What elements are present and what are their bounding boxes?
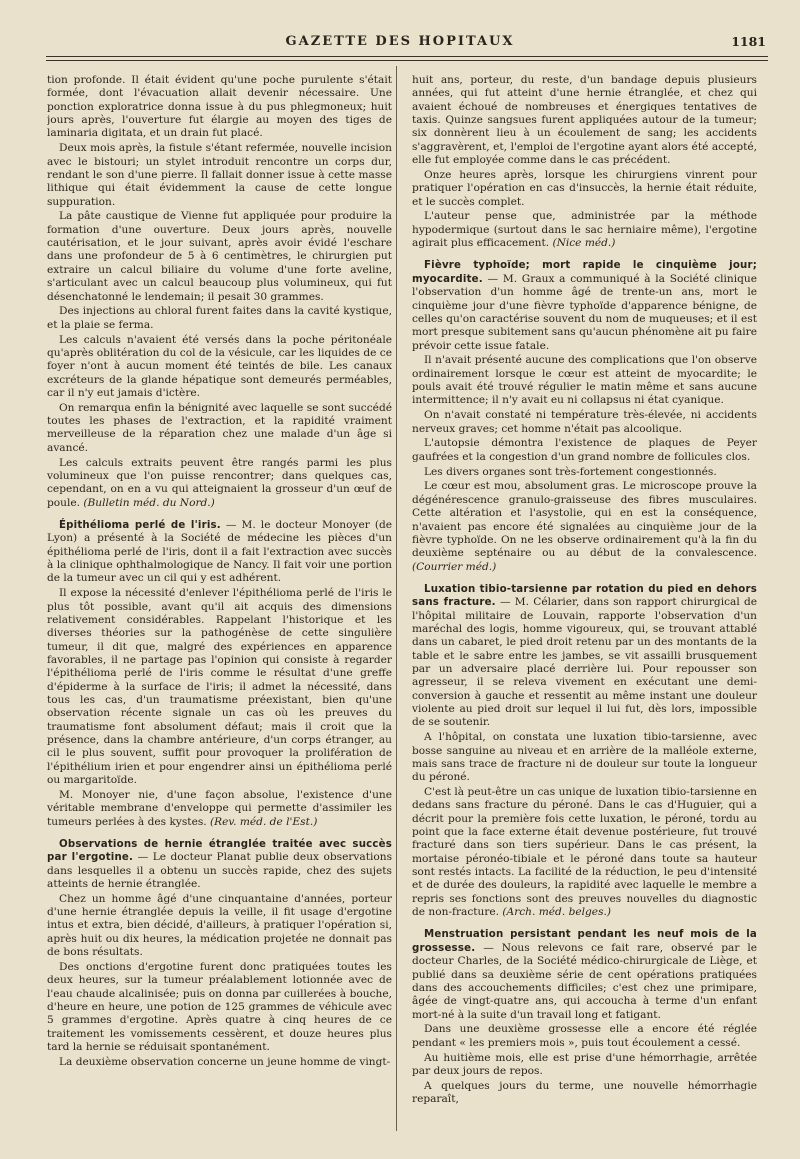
paragraph-text: Les calculs extraits peuvent être rangés parmi les plus volumineux que l'on puisse rencontrer; dans quelques cas, cependant, on en a vu qui atteignaient la grosseur d'un œuf de poule. — [47, 456, 392, 509]
paragraph-text: — M. le docteur Monoyer (de Lyon) a présenté à la Société de médecine les pièces d'un épithélioma perlé de l'iris, dont il a fait l'extraction avec succès à la clinique ophthalmologique de Nancy. Il fait voir une portion de la tumeur avec un cil qui y est adhérent. — [47, 519, 392, 585]
paragraph — [412, 786, 757, 919]
journal-title: GAZETTE DES HOPITAUX — [285, 34, 515, 49]
source-citation: (Courrier méd.) — [412, 560, 497, 573]
paragraph-text: — M. Célarier, dans son rapport chirurgical de l'hôpital militaire de Louvain, rapporte l'observation d'un maréchal des logis, homme vigoureux, qui, se trouvant attablé dans un cabaret, le pied droit retenu par un des montants de la table et le sabre entre les jambes, se vit assailli brusquement par un adversaire placé derrière lui. Pour repousser son agresseur, il se releva vivement en exécutant une demi-conversion à gauche et ressentit au même instant une douleur violente au pied droit sur lequel il lui fut, dès lors, impossible de se soutenir. — [412, 596, 757, 729]
source-citation: (Nice méd.) — [552, 237, 616, 250]
left-column — [47, 74, 392, 1149]
paragraph: On n'avait constaté ni température très-élevée, ni accidents nerveux graves; cet homme n'était pas alcoolique. — [412, 409, 757, 435]
source-citation: (Arch. méd. belges.) — [502, 906, 612, 919]
paragraph-text: Le cœur est mou, absolument gras. Le microscope prouve la dégénérescence granulo-graisseuse des fibres musculaires. Cette altération et l'asystolie, qui en est la conséquence, n'avaient pas encore été signalées au cinquième jour de la fièvre typhoïde. On ne les observe ordinairement qu'à la fin du deuxième septénaire ou au début de la convalescence. — [412, 480, 757, 560]
article-luxation — [412, 583, 757, 730]
paragraph-text: — Le docteur Planat publie deux observations dans lesquelles il a obtenu un succès rapide, chez des sujets atteints de hernie étranglée. — [47, 851, 392, 890]
article-menstruation — [412, 928, 757, 1021]
paragraph: Il n'avait présenté aucune des complications que l'on observe ordinairement lorsque le cœur est atteint de myocardite; le pouls avait été trouvé régulier le matin même et sans aucune intermittence; il n'y avait eu ni collapsus ni état cyanique. — [412, 354, 757, 407]
paragraph: Onze heures après, lorsque les chirurgiens vinrent pour pratiquer l'opération en cas d'insuccès, la hernie était réduite, et le succès complet. — [412, 168, 757, 208]
paragraph-text: C'est là peut-être un cas unique de luxation tibio-tarsienne en dedans sans fracture du péroné. Dans le cas d'Huguier, qui a décrit pour la première fois cette luxation, le péroné, tordu au point que la face externe était devenue postérieure, fut trouvé fracturé dans son tiers supérieur. Dans le cas présent, la mortaise péronéo-tibiale et le péroné dans toute sa hauteur sont restés intacts. La facilité de la réduction, le peu d'intensité et de durée des douleurs, la rapidité avec laquelle le membre a repris ses fonctions sont des preuves nouvelles du diagnostic de non-fracture. — [412, 786, 757, 919]
paragraph: L'autopsie démontra l'existence de plaques de Peyer gaufrées et la congestion d'un grand nombre de follicules clos. — [412, 437, 757, 463]
paragraph: Les calculs n'avaient été versés dans la poche péritonéale qu'après oblitération du col de la vésicule, car les liquides de ce foyer n'ont à aucun moment été teintés de bile. Les canaux excréteurs de la glande hépatique sont demeurés perméables, car il n'y eut jamais d'ictère. — [47, 333, 392, 399]
paragraph-text: — Nous relevons ce fait rare, observé par le docteur Charles, de la Société médico-chirurgicale de Liège, et publié dans sa deuxième série de cent opérations pratiquées dans des accouchements difficiles; c'est chez une primipare, âgée de vingt-quatre ans, qui accoucha à terme d'un enfant mort-né à la suite d'un travail long et fatigant. — [412, 941, 757, 1021]
paragraph: huit ans, porteur, du reste, d'un bandage depuis plusieurs années, qui fut atteint d'une hernie étranglée, et chez qui avaient échoué de nombreuses et énergiques tentatives de taxis. Quinze sangsues furent appliquées autour de la tumeur; six donnèrent lieu à un écoulement de sang; les accidents s'aggravèrent, et, l'emploi de l'ergotine ayant alors été accepté, elle fut employée comme dans le cas précédent. — [412, 74, 757, 167]
paragraph — [47, 457, 392, 510]
article-hernie — [47, 838, 392, 891]
paragraph: Chez un homme âgé d'une cinquantaine d'années, porteur d'une hernie étranglée depuis la veille, il fit usage d'ergotine intus et extra, bien décidé, d'ailleurs, à pratiquer l'opération si, après huit ou dix heures, la médication projetée ne donnait pas de bons résultats. — [47, 892, 392, 959]
paragraph: A l'hôpital, on constata une luxation tibio-tarsienne, avec bosse sanguine au niveau et en arrière de la malléole externe, mais sans trace de fracture ni de douleur sur toute la longueur du péroné. — [412, 731, 757, 784]
article-iris — [47, 519, 392, 586]
article-title: Épithélioma perlé de l'iris. — [59, 520, 221, 531]
paragraph — [412, 210, 757, 250]
paragraph: Les divers organes sont très-fortement congestionnés. — [424, 465, 717, 478]
paragraph — [47, 789, 392, 829]
article-title: Luxation tibio-tarsienne par rotation du pied en dehors sans fracture. — [412, 583, 757, 609]
paragraph-text: — M. Graux a communiqué à la Société clinique l'observation d'un homme âgé de trente-un ans, mort le cinquième jour d'une fièvre typhoïde d'apparence bénigne, de celles qu'on caractérise souvent du nom de muqueuses; et il est mort presque subitement sans qu'aucun phénomène ait pu faire prévoir cette issue fatale. — [412, 272, 757, 352]
paragraph-text: M. Monoyer nie, d'une façon absolue, l'existence d'une véritable membrane d'enveloppe qui permette d'assimiler les tumeurs perlées à des kystes. — [47, 788, 392, 828]
column-divider — [396, 66, 397, 1131]
paragraph: tion profonde. Il était évident qu'une poche purulente s'était formée, dont l'évacuation allait devenir nécessaire. Une ponction exploratrice donna issue à du pus phlegmoneux; huit jours après, l'ouverture fut élargie au moyen des tiges de laminaria digitata, et un drain fut placé. — [47, 74, 392, 140]
paragraph: Dans une deuxième grossesse elle a encore été réglée pendant « les premiers mois », puis tout écoulement a cessé. — [412, 1023, 757, 1049]
page-number: 1181 — [731, 34, 766, 49]
header-rule-thin — [46, 60, 768, 61]
page-header — [0, 34, 800, 56]
header-rule — [46, 56, 768, 57]
source-citation: (Bulletin méd. du Nord.) — [83, 496, 215, 509]
paragraph: A quelques jours du terme, une nouvelle hémorrhagie reparaît, — [412, 1079, 757, 1106]
source-citation: (Rev. méd. de l'Est.) — [210, 815, 318, 828]
article-fievre — [412, 259, 757, 352]
paragraph: Des onctions d'ergotine furent donc pratiquées toutes les deux heures, sur la tumeur préalablement lotionnée avec de l'eau chaude alcalinisée; puis on donna par cuillerées à bouche, d'heure en heure, une potion de 125 grammes de véhicule avec 5 grammes d'ergotine. Après quatre à cinq heures de ce traitement les vomissements cessèrent, et douze heures plus tard la hernie se réduisait spontanément. — [47, 961, 392, 1054]
paragraph: Deux mois après, la fistule s'étant refermée, nouvelle incision avec le bistouri; un stylet introduit rencontre un corps dur, rendant le son d'une pierre. Il fallait donner issue à cette masse lithique qui était évidemment la cause de cette longue suppuration. — [47, 142, 392, 208]
paragraph: Au huitième mois, elle est prise d'une hémorrhagie, arrêtée par deux jours de repos. — [412, 1051, 757, 1077]
paragraph-text: L'auteur pense que, administrée par la méthode hypodermique (surtout dans le sac herniaire même), l'ergotine agirait plus efficacement. — [412, 210, 757, 250]
paragraph: La pâte caustique de Vienne fut appliquée pour produire la formation d'une ouverture. Deux jours après, nouvelle cautérisation, et le jour suivant, après avoir évidé l'eschare dans une profondeur de 5 à 6 centimètres, le chirurgien put extraire un calcul biliaire du volume d'une forte aveline, s'articulant avec un calcul beaucoup plus volumineux, qui fut désenchatonné le lendemain; il pesait 30 grammes. — [47, 210, 392, 303]
article-title: Observations de hernie étranglée traitée avec succès par l'ergotine. — [47, 838, 392, 864]
paragraph: Des injections au chloral furent faites dans la cavité kystique, et la plaie se ferma. — [47, 305, 392, 331]
paragraph — [412, 480, 757, 573]
paragraph: Il expose la nécessité d'enlever l'épithélioma perlé de l'iris le plus tôt possible, avant qu'il ait acquis des dimensions relativement considérables. Rappelant l'historique et les diverses théories sur la pathogénèse de cette singulière tumeur, il dit que, malgré des expériences en apparence favorables, il ne partage pas l'opinion qui consiste à regarder l'épithélioma perlé de l'iris comme le résultat d'une greffe d'épiderme à la surface de l'iris; il admet la nécessité, dans tous les cas, d'un traumatisme préexistant, bien qu'une observation récente signale un cas où les preuves du traumatisme font absolument défaut; mais il croit que la présence, dans la chambre antérieure, d'un corps étranger, au cil le plus souvent, suffit pour provoquer la prolifération de l'épithélium irien et pour engendrer ainsi un épithélioma perlé ou margaritoïde. — [47, 587, 392, 787]
article-title: Fièvre typhoïde; mort rapide le cinquième jour; myocardite. — [412, 260, 757, 285]
paragraph: La deuxième observation concerne un jeune homme de vingt- — [59, 1055, 391, 1068]
paragraph: On remarqua enfin la bénignité avec laquelle se sont succédé toutes les phases de l'extraction, et la rapidité vraiment merveilleuse de la réparation chez une malade d'un âge si avancé. — [47, 401, 392, 454]
article-title: Menstruation persistant pendant les neuf mois de la grossesse. — [412, 929, 757, 954]
right-column — [412, 74, 757, 1149]
